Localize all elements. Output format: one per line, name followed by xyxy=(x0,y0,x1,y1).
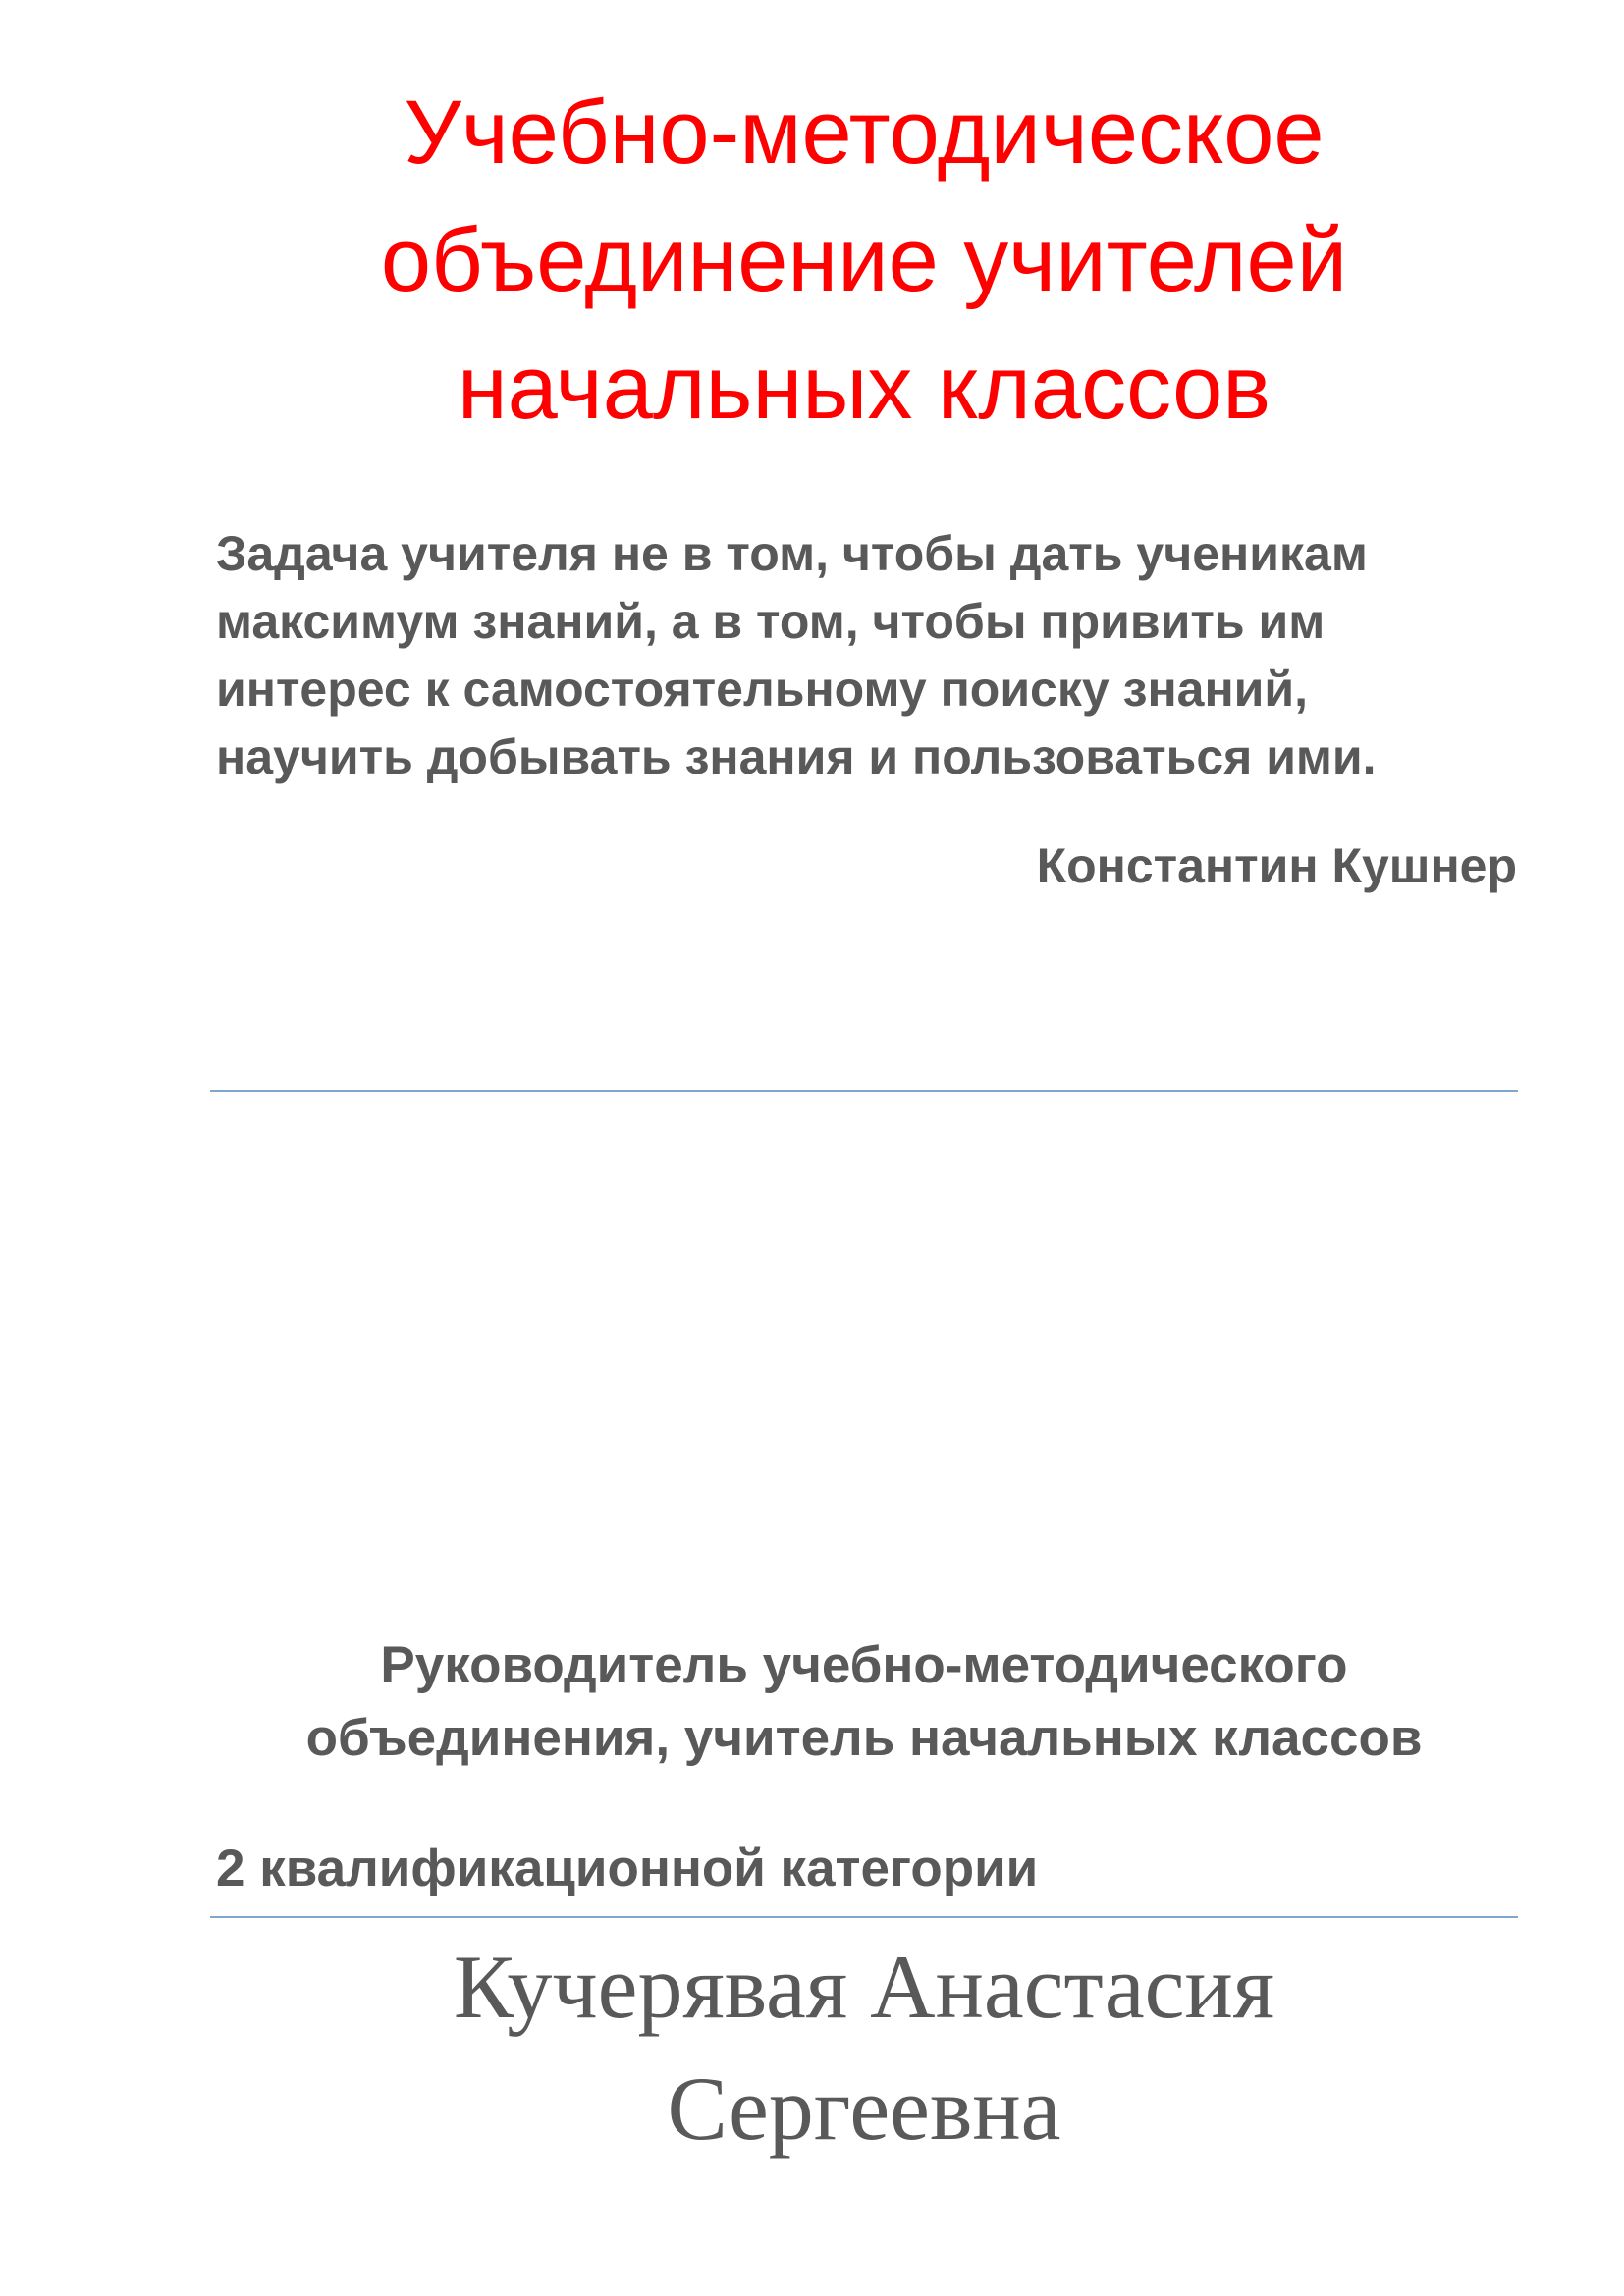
quote-line-4: научить добывать знания и пользоваться ими. xyxy=(216,729,1377,784)
title-line-3: начальных классов xyxy=(457,338,1272,438)
position-line-1: Руководитель учебно-методического xyxy=(380,1636,1348,1694)
divider-bottom xyxy=(210,1916,1518,1918)
title-line-2: объединение учителей xyxy=(380,210,1348,310)
position-line-2: объединения, учитель начальных классов xyxy=(305,1709,1423,1767)
divider-top xyxy=(210,1090,1518,1092)
quote-line-1: Задача учителя не в том, чтобы дать ученикам xyxy=(216,526,1368,581)
name-line-1: Кучерявая Анастасия xyxy=(453,1937,1275,2037)
quote-line-2: максимум знаний, а в том, чтобы привить им xyxy=(216,594,1326,649)
document-title xyxy=(196,69,1532,452)
title-line-1: Учебно-методическое xyxy=(404,82,1325,183)
leader-position xyxy=(210,1629,1518,1775)
leader-name xyxy=(210,1926,1518,2169)
epigraph-quote xyxy=(216,520,1532,791)
qualification-category: 2 квалификационной категории xyxy=(216,1840,1039,1897)
quote-author: Константин Кушнер xyxy=(1036,838,1517,893)
name-line-2: Сергеевна xyxy=(667,2058,1061,2159)
quote-line-3: интерес к самостоятельному поиску знаний, xyxy=(216,662,1309,717)
